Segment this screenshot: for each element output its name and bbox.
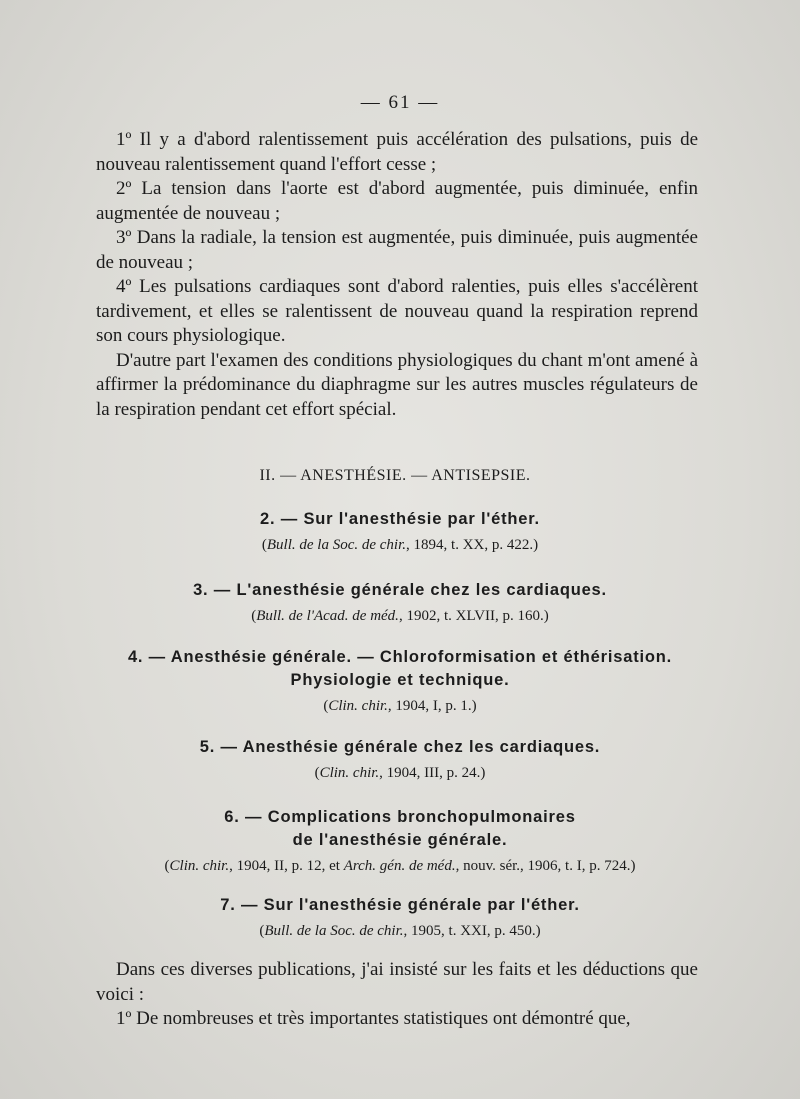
- entry-title-continuation: de l'anesthésie générale.: [292, 831, 508, 849]
- paragraph: 3º Dans la radiale, la tension est augmentée, puis diminuée, puis augmentée de nouveau ;: [96, 227, 698, 273]
- intro-text: [96, 128, 698, 422]
- reference-details: , 1904, III, p. 24.): [379, 765, 486, 781]
- entry-reference: (Bull. de la Soc. de chir., 1905, t. XXI, p. 450.): [259, 923, 541, 939]
- journal-name: Bull. de la Soc. de chir.: [264, 923, 404, 939]
- entry-reference: (Clin. chir., 1904, III, p. 24.): [314, 765, 486, 781]
- bibliography-entry: [0, 736, 800, 784]
- entry-reference: (Clin. chir., 1904, I, p. 1.): [323, 698, 477, 714]
- journal-name: Arch. gén. de méd.: [343, 858, 456, 874]
- entry-reference: (Bull. de la Soc. de chir., 1894, t. XX, p. 422.): [261, 537, 539, 553]
- paragraph: 2º La tension dans l'aorte est d'abord augmentée, puis diminuée, enfin augmentée de nouveau ;: [96, 178, 698, 224]
- journal-name: Bull. de l'Acad. de méd.: [256, 608, 399, 624]
- journal-name: Clin. chir.: [169, 858, 230, 874]
- entry-title: 6. — Complications bronchopulmonaires: [224, 808, 576, 826]
- entry-reference: (Bull. de l'Acad. de méd., 1902, t. XLVII, p. 160.): [251, 608, 549, 624]
- entry-title: 5. — Anesthésie générale chez les cardiaques.: [199, 738, 601, 756]
- closing-text: [96, 958, 698, 1032]
- reference-details: , 1905, t. XXI, p. 450.): [403, 923, 541, 939]
- reference-details: , nouv. sér., 1906, t. I, p. 724.): [455, 858, 636, 874]
- entry-title: 4. — Anesthésie générale. — Chloroformisation et éthérisation.: [127, 648, 673, 666]
- entry-title-continuation: Physiologie et technique.: [290, 671, 510, 689]
- paragraph: 4º Les pulsations cardiaques sont d'abord ralenties, puis elles s'accélèrent tardivement, et elles se ralentissent de nouveau quand la respiration reprend son cours physiologique.: [96, 276, 698, 346]
- paragraph: 1º De nombreuses et très importantes statistiques ont démontré que,: [116, 1008, 631, 1029]
- bibliography-entry: [0, 646, 800, 717]
- journal-name: Clin. chir.: [319, 765, 380, 781]
- paragraph: 1º Il y a d'abord ralentissement puis accélération des pulsations, puis de nouveau ralentissement quand l'effort cesse ;: [96, 129, 698, 175]
- bibliography-entry: [0, 579, 800, 627]
- reference-details: , 1894, t. XX, p. 422.): [406, 537, 539, 553]
- bibliography-entry: [0, 894, 800, 942]
- reference-details: , 1902, t. XLVII, p. 160.): [398, 608, 549, 624]
- reference-details: , 1904, II, p. 12, et: [229, 858, 344, 874]
- entry-title: 3. — L'anesthésie générale chez les cardiaques.: [193, 581, 607, 599]
- section-heading: II. — ANESTHÉSIE. — ANTISEPSIE.: [259, 467, 531, 484]
- entry-reference: (Clin. chir., 1904, II, p. 12, et Arch. gén. de méd., nouv. sér., 1906, t. I, p. 724.): [164, 858, 636, 874]
- page-number: — 61 —: [360, 92, 440, 113]
- reference-details: , 1904, I, p. 1.): [387, 698, 477, 714]
- journal-name: Bull. de la Soc. de chir.: [266, 537, 407, 553]
- bibliography-entry: [0, 508, 800, 556]
- entry-title: 7. — Sur l'anesthésie générale par l'éther.: [220, 896, 580, 914]
- bibliography-entry: [0, 806, 800, 877]
- paragraph: Dans ces diverses publications, j'ai insisté sur les faits et les déductions que voici :: [96, 959, 698, 1005]
- journal-name: Clin. chir.: [328, 698, 388, 714]
- paragraph: D'autre part l'examen des conditions physiologiques du chant m'ont amené à affirmer la prédominance du diaphragme sur les autres muscles régulateurs de la respiration pendant cet effort spécial.: [96, 349, 698, 420]
- entry-title: 2. — Sur l'anesthésie par l'éther.: [260, 510, 540, 528]
